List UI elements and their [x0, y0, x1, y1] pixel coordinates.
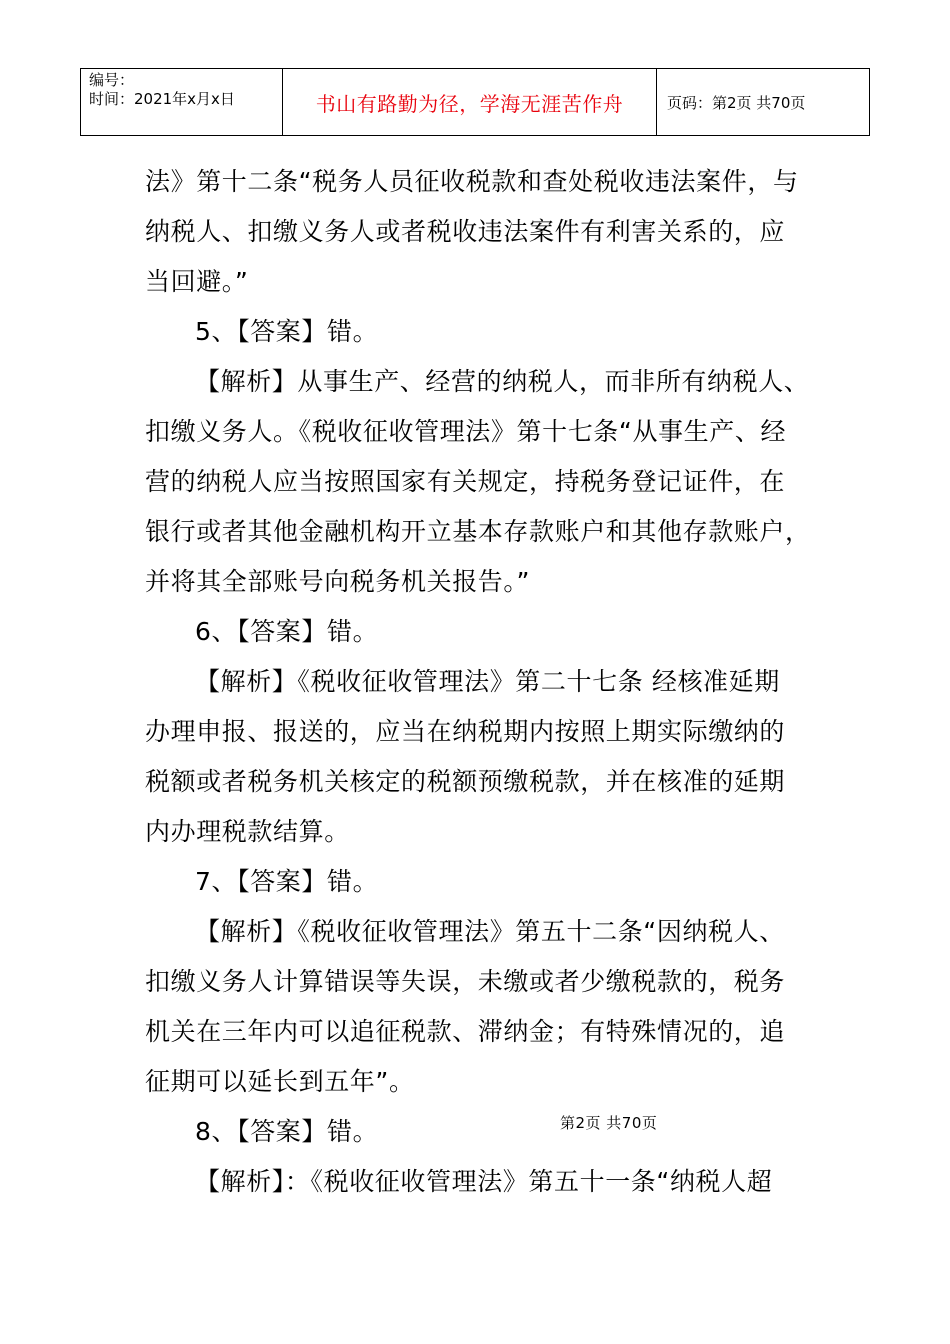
page-footer-label: 第2页 共70页: [560, 1114, 658, 1132]
answer-heading-5: 5、【答案】错。: [195, 317, 379, 346]
answer-heading-7: 7、【答案】错。: [195, 867, 379, 896]
body-line: 办理申报、报送的，应当在纳税期内按照上期实际缴纳的: [145, 717, 786, 746]
header-motto-cell: [283, 69, 657, 135]
document-header-table: [80, 68, 870, 136]
page-code-label: 页码：第2页 共70页: [667, 93, 806, 112]
body-line: 法》第十二条“税务人员征收税款和查处税收违法案件，与: [145, 167, 799, 196]
answer-heading-6: 6、【答案】错。: [195, 617, 379, 646]
body-line: 内办理税款结算。: [145, 817, 350, 846]
body-line: 【解析】从事生产、经营的纳税人，而非所有纳税人、: [195, 367, 810, 396]
date-label: 时间：2021年x月x日: [89, 90, 235, 108]
serial-number-label: 编号：: [89, 71, 135, 89]
answer-heading-8: 8、【答案】错。: [195, 1117, 379, 1146]
body-line: 扣缴义务人计算错误等失误，未缴或者少缴税款的，税务: [145, 967, 786, 996]
body-line: 纳税人、扣缴义务人或者税收违法案件有利害关系的，应: [145, 217, 786, 246]
body-line: 当回避。”: [145, 267, 249, 296]
body-line: 扣缴义务人。《税收征收管理法》第十七条“从事生产、经: [145, 417, 787, 446]
body-line: 【解析】《税收征收管理法》第五十二条“因纳税人、: [195, 917, 785, 946]
body-line: 银行或者其他金融机构开立基本存款账户和其他存款账户，: [145, 517, 811, 546]
body-line: 【解析】《税收征收管理法》第二十七条 经核准延期: [195, 667, 780, 696]
header-meta-cell: [81, 69, 283, 135]
body-line: 并将其全部账号向税务机关报告。”: [145, 567, 531, 596]
body-line: 机关在三年内可以追征税款、滞纳金；有特殊情况的，追: [145, 1017, 786, 1046]
motto-text: 书山有路勤为径，学海无涯苦作舟: [315, 91, 624, 116]
body-line: 营的纳税人应当按照国家有关规定，持税务登记证件，在: [145, 467, 786, 496]
body-line: 征期可以延长到五年”。: [145, 1067, 415, 1096]
body-line: 税额或者税务机关核定的税额预缴税款，并在核准的延期: [145, 767, 786, 796]
header-page-cell: [657, 69, 869, 135]
document-body: [145, 157, 825, 1207]
body-line: 【解析】：《税收征收管理法》第五十一条“纳税人超: [195, 1167, 773, 1196]
